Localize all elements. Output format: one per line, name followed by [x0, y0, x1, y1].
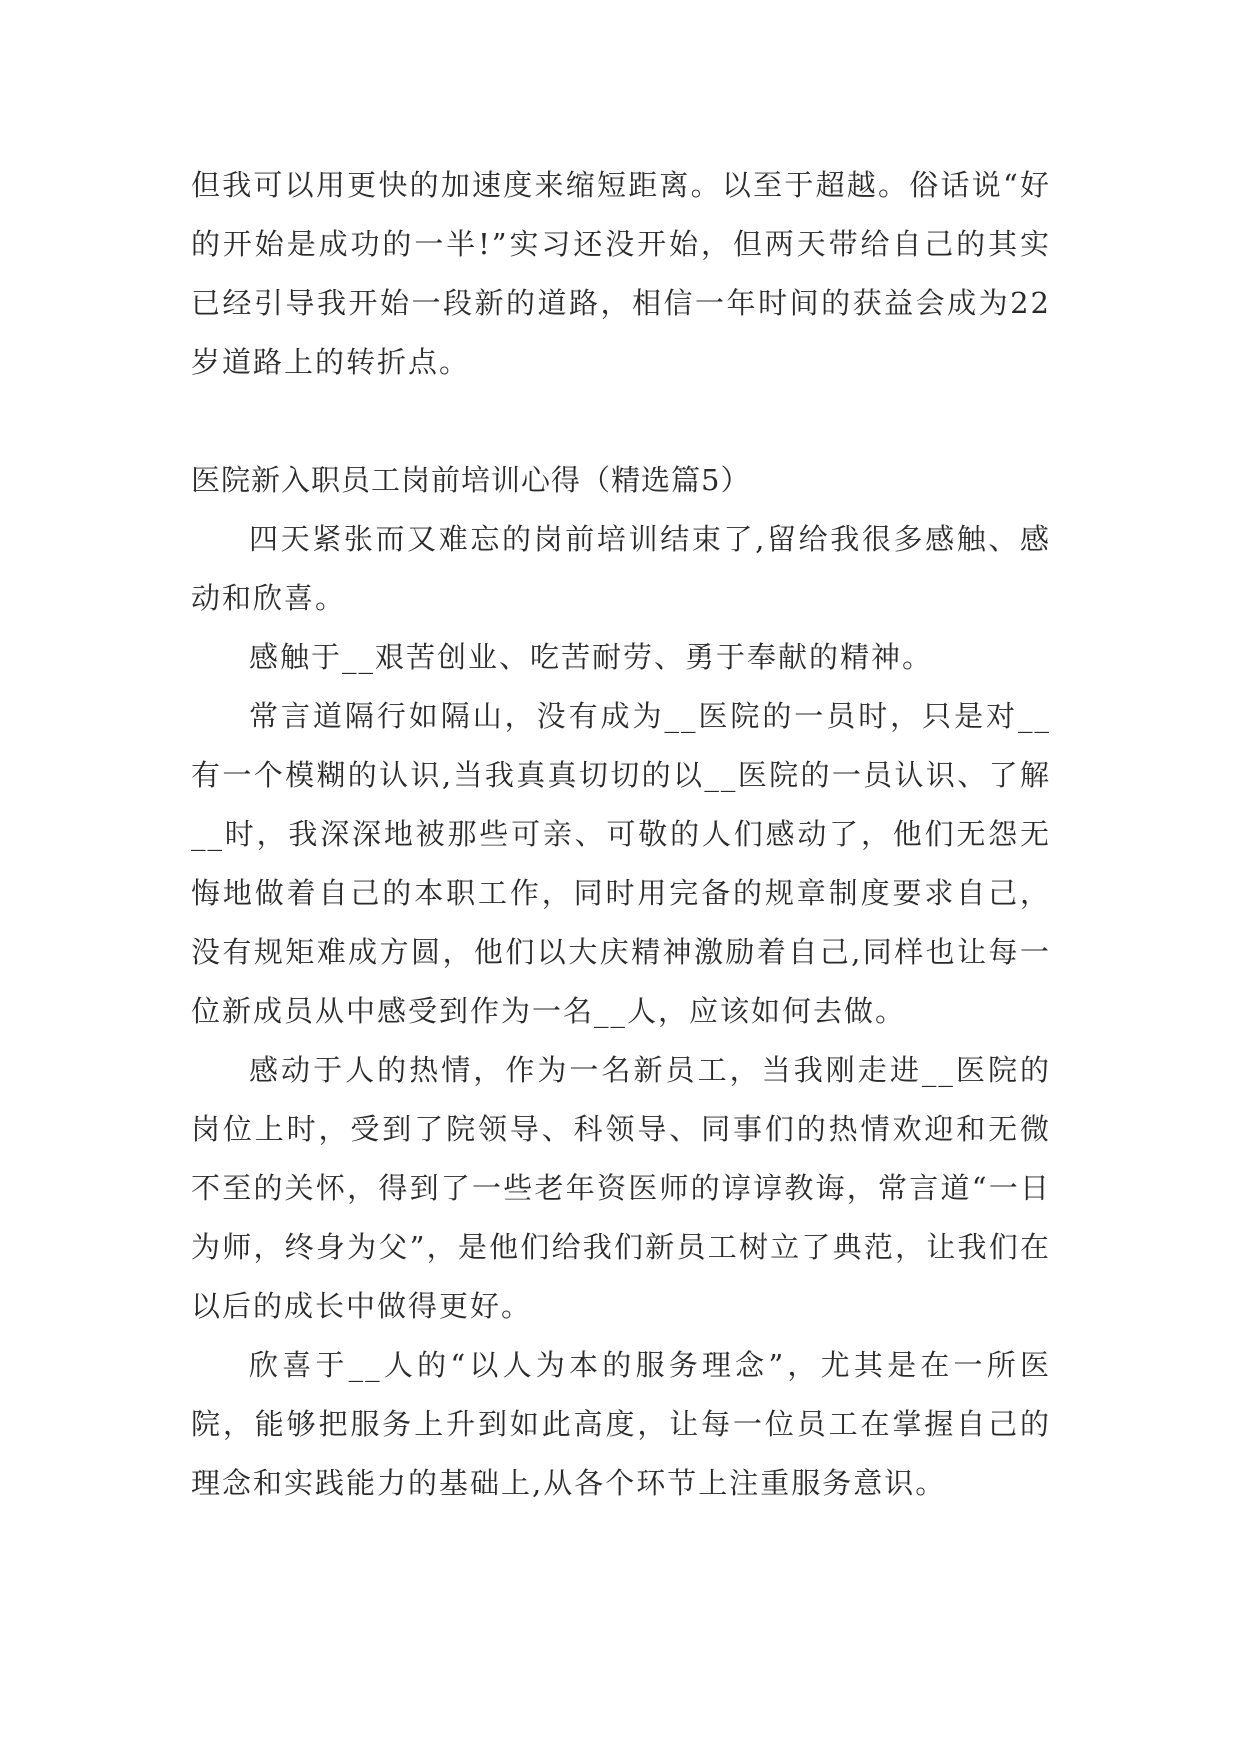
paragraph-feeling: 感触于__艰苦创业、吃苦耐劳、勇于奉献的精神。 — [249, 640, 934, 674]
paragraph-intro: 四天紧张而又难忘的岗前培训结束了,留给我很多感触、感动和欣喜。 — [191, 522, 1051, 615]
paragraph-continuation: 但我可以用更快的加速度来缩短距离。以至于超越。俗话说“好的开始是成功的一半!”实习还没开始，但两天带给自己的其实已经引导我开始一段新的道路，相信一年时间的获益会成为22岁道路上的转折点。 — [191, 168, 1051, 379]
paragraph-delight: 欣喜于__人的“以人为本的服务理念”，尤其是在一所医院，能够把服务上升到如此高度，让每一位员工在掌握自己的理念和实践能力的基础上,从各个环节上注重服务意识。 — [191, 1348, 1051, 1500]
document-body — [191, 156, 1051, 1513]
section-heading: 医院新入职员工岗前培训心得（精选篇5） — [191, 463, 751, 497]
paragraph-spacer — [191, 392, 1051, 451]
paragraph-touched: 感动于人的热情，作为一名新员工，当我刚走进__医院的岗位上时，受到了院领导、科领导、同事们的热情欢迎和无微不至的关怀，得到了一些老年资医师的谆谆教诲，常言道“一日为师，终身为父”，是他们给我们新员工树立了典范，让我们在以后的成长中做得更好。 — [191, 1053, 1051, 1323]
paragraph-observation: 常言道隔行如隔山，没有成为__医院的一员时，只是对__有一个模糊的认识,当我真真切切的以__医院的一员认识、了解__时，我深深地被那些可亲、可敬的人们感动了，他们无怨无悔地做着自己的本职工作，同时用完备的规章制度要求自己，没有规矩难成方圆，他们以大庆精神激励着自己,同样也让每一位新成员从中感受到作为一名__人，应该如何去做。 — [191, 699, 1051, 1028]
